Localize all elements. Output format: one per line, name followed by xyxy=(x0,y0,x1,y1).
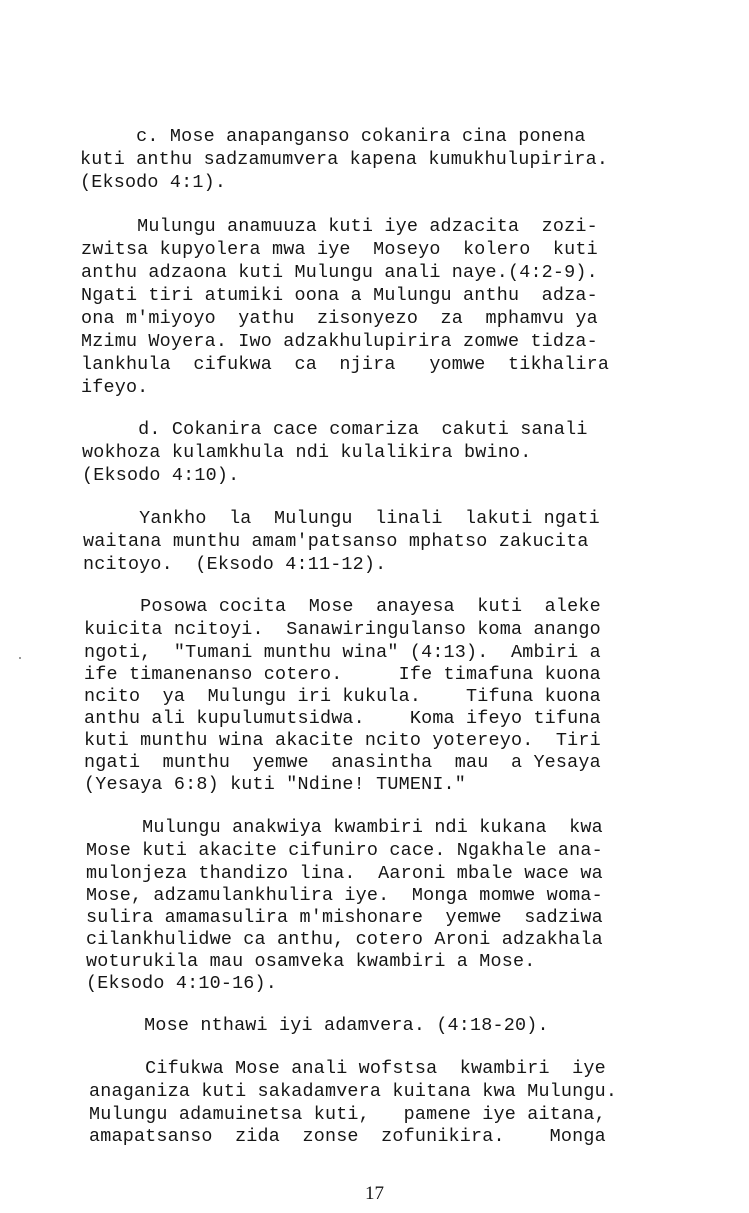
text-line: wokhoza kulamkhula ndi kulalikira bwino. xyxy=(82,442,532,463)
text-line: amapatsanso zida zonse zofunikira. Monga xyxy=(89,1126,606,1147)
text-line: kuti munthu wina akacite ncito yotereyo. Tiri xyxy=(84,730,601,751)
text-line: ife timanenanso cotero. Ife timafuna kuona xyxy=(84,664,601,685)
text-line: (Eksodo 4:10-16). xyxy=(86,973,278,994)
text-line: waitana munthu amam'patsanso mphatso zakucita xyxy=(83,531,589,552)
text-line: Mulungu anamuuza kuti iye adzacita zozi- xyxy=(81,216,598,237)
text-line: d. Cokanira cace comariza cakuti sanali xyxy=(82,419,588,440)
text-line: Mose kuti akacite cifuniro cace. Ngakhale ana- xyxy=(86,840,603,861)
text-line: Mulungu adamuinetsa kuti, pamene iye aitana, xyxy=(89,1104,606,1125)
text-line: lankhula cifukwa ca njira yomwe tikhalira xyxy=(81,354,610,375)
scan-speck xyxy=(19,657,21,659)
text-line: anthu ali kupulumutsidwa. Koma ifeyo tifuna xyxy=(84,708,601,729)
text-line: Mulungu anakwiya kwambiri ndi kukana kwa xyxy=(86,817,603,838)
text-line: (Yesaya 6:8) kuti "Ndine! TUMENI." xyxy=(84,774,467,795)
text-line: c. Mose anapanganso cokanira cina ponena xyxy=(80,126,586,147)
text-line: ngoti, "Tumani munthu wina" (4:13). Ambiri a xyxy=(84,642,601,663)
text-line: Ngati tiri atumiki oona a Mulungu anthu adza- xyxy=(81,285,598,306)
text-line: kuicita ncitoyi. Sanawiringulanso koma anango xyxy=(84,619,601,640)
text-line: Cifukwa Mose anali wofstsa kwambiri iye xyxy=(89,1058,606,1079)
text-line: sulira amamasulira m'mishonare yemwe sadziwa xyxy=(86,907,603,928)
text-line: ncito ya Mulungu iri kukula. Tifuna kuona xyxy=(84,686,601,707)
text-line: anaganiza kuti sakadamvera kuitana kwa Mulungu. xyxy=(89,1081,618,1102)
text-line: cilankhulidwe ca anthu, cotero Aroni adzakhala xyxy=(86,929,603,950)
text-line: anthu adzaona kuti Mulungu anali naye.(4:2-9). xyxy=(81,262,598,283)
text-line: Mose nthawi iyi adamvera. (4:18-20). xyxy=(88,1015,549,1036)
text-line: woturukila mau osamveka kwambiri a Mose. xyxy=(86,951,536,972)
text-line: ifeyo. xyxy=(81,377,149,398)
text-line: mulonjeza thandizo lina. Aaroni mbale wace wa xyxy=(86,863,603,884)
text-line: (Eksodo 4:10). xyxy=(82,465,240,486)
text-line: ncitoyo. (Eksodo 4:11-12). xyxy=(83,554,387,575)
text-line: Mose, adzamulankhulira iye. Monga momwe woma- xyxy=(86,885,603,906)
text-line: Yankho la Mulungu linali lakuti ngati xyxy=(83,508,600,529)
text-line: zwitsa kupyolera mwa iye Moseyo kolero kuti xyxy=(81,239,598,260)
text-line: Posowa cocita Mose anayesa kuti aleke xyxy=(84,596,601,617)
text-line: (Eksodo 4:1). xyxy=(80,172,227,193)
text-line: Mzimu Woyera. Iwo adzakhulupirira zomwe tidza- xyxy=(81,331,598,352)
text-line: ona m'miyoyo yathu zisonyezo za mphamvu ya xyxy=(81,308,598,329)
text-line: ngati munthu yemwe anasintha mau a Yesaya xyxy=(84,752,601,773)
page-number: 17 xyxy=(365,1183,384,1204)
text-line: kuti anthu sadzamumvera kapena kumukhulupirira. xyxy=(80,149,609,170)
